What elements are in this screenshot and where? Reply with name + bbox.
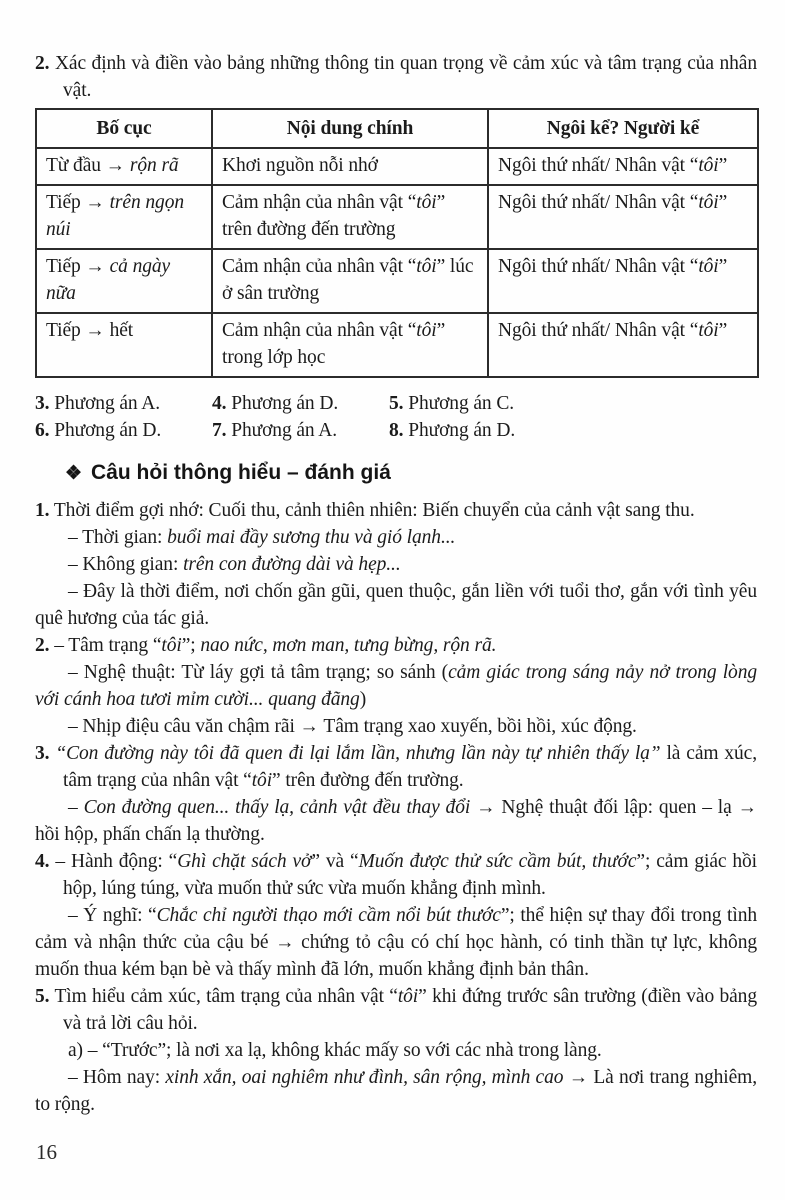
text-run: Tiếp →	[46, 256, 110, 277]
page-content	[35, 50, 757, 1118]
question-2	[35, 50, 757, 104]
text-run: cảm giác trong sáng nảy nở trong lòng với cánh hoa tươi mỉm cười... quang đãng	[35, 662, 757, 710]
text-run: ” trên đường đến trường	[222, 192, 446, 240]
text-run: tôi	[416, 192, 437, 213]
table-row	[36, 185, 758, 249]
table-row	[36, 148, 758, 185]
text-run: ” lúc ở sân trường	[222, 256, 474, 304]
text-run: trên ngọn núi	[46, 192, 184, 240]
text-run: tôi	[251, 770, 273, 791]
text-run: – Hôm nay:	[68, 1067, 166, 1088]
paragraph	[35, 983, 757, 1037]
text-run: Tiếp → hết	[46, 320, 134, 341]
text-run: Thời điểm gợi nhớ: Cuối thu, cảnh thiên nhiên: Biến chuyển của cảnh vật sang thu.	[49, 500, 695, 521]
table-header-cell: Ngôi kể? Người kể	[488, 109, 758, 148]
text-run: ”	[718, 256, 728, 277]
text-run: Tìm hiểu cảm xúc, tâm trạng của nhân vật “	[49, 986, 398, 1007]
text-run: cả ngày nữa	[46, 256, 171, 304]
table-cell	[36, 249, 212, 313]
paragraph	[35, 902, 757, 983]
text-run: tôi	[161, 635, 182, 656]
paragraph	[35, 1064, 757, 1118]
paragraph	[35, 794, 757, 848]
text-run: ”	[718, 192, 728, 213]
text-run: a) – “Trước”; là nơi xa lạ, không khác mấy so với các nhà trong làng.	[68, 1040, 602, 1061]
text-run: tôi	[397, 986, 419, 1007]
text-run: ” trong lớp học	[222, 320, 446, 368]
table-cell	[212, 249, 488, 313]
text-run: Phương án D.	[403, 420, 516, 441]
text-run: 4.	[35, 851, 50, 872]
text-run: Xác định và điền vào bảng những thông tin quan trọng về cảm xúc và tâm trạng của nhân vật.	[49, 53, 757, 101]
text-run: → Là nơi trang nghiêm, to rộng.	[35, 1067, 757, 1115]
text-run: – Hành động: “	[49, 851, 178, 872]
text-run: ”	[718, 155, 728, 176]
text-run: buổi mai đầy sương thu và gió lạnh...	[167, 527, 456, 548]
table-cell	[488, 185, 758, 249]
text-run: 6.	[35, 420, 50, 441]
table-cell	[212, 185, 488, 249]
text-run: tôi	[698, 256, 719, 277]
table-header-cell: Bố cục	[36, 109, 212, 148]
text-run: Phương án A.	[49, 393, 161, 414]
analysis-table	[35, 108, 759, 378]
text-run: là cảm xúc, tâm trạng của nhân vật “	[63, 743, 757, 791]
answer-list	[35, 390, 757, 444]
text-run: ”	[718, 320, 728, 341]
text-run: tôi	[698, 320, 719, 341]
text-run: Ngôi thứ nhất/ Nhân vật “	[498, 192, 699, 213]
paragraph	[35, 497, 757, 524]
text-run: Ngôi thứ nhất/ Nhân vật “	[498, 256, 699, 277]
text-run: – Không gian:	[68, 554, 184, 575]
table-cell	[36, 185, 212, 249]
analysis-table-body	[36, 148, 758, 377]
text-run: Từ đầu →	[46, 155, 130, 176]
text-run: 1.	[35, 500, 50, 521]
table-cell	[488, 148, 758, 185]
text-run: Tiếp →	[46, 192, 110, 213]
analysis-table-header	[36, 109, 758, 148]
table-row	[36, 249, 758, 313]
text-run: Phương án D.	[226, 393, 339, 414]
text-run: xinh xắn, oai nghiêm như đình, sân rộng, mình cao	[165, 1067, 564, 1088]
answer-item	[389, 390, 514, 417]
text-run: ”; thể hiện sự thay đổi trong tình cảm và nhận thức của cậu bé → chứng tỏ cậu có chí học hành, có tinh thần tự lực, không muốn thua kém bạn bè và thấy mình đã lớn, muốn khẳng định bản thân.	[35, 905, 757, 980]
text-run: 5.	[35, 986, 50, 1007]
table-cell	[212, 313, 488, 377]
text-run: ”;	[181, 635, 201, 656]
text-run: 2.	[35, 53, 50, 74]
text-run: ” trên đường đến trường.	[272, 770, 464, 791]
answer-item	[389, 417, 515, 444]
table-cell	[212, 148, 488, 185]
table-row	[36, 313, 758, 377]
text-run: trên con đường dài và hẹp...	[183, 554, 401, 575]
text-run: – Nghệ thuật: Từ láy gợi tả tâm trạng; so sánh (	[68, 662, 449, 683]
text-run: nao nức, mơn man, tưng bừng, rộn rã.	[200, 635, 497, 656]
table-cell	[488, 249, 758, 313]
diamond-icon: ❖	[65, 463, 83, 484]
text-run: Ghì chặt sách vở	[177, 851, 312, 872]
text-run: tôi	[416, 320, 437, 341]
answer-item	[212, 417, 389, 444]
paragraph	[35, 632, 757, 659]
answer-item	[35, 417, 212, 444]
text-run: Con đường quen... thấy lạ, cảnh vật đều thay đổi	[83, 797, 471, 818]
paragraph	[35, 524, 757, 551]
text-run: 2.	[35, 635, 50, 656]
answer-item	[212, 390, 389, 417]
paragraph	[35, 578, 757, 632]
text-run: 7.	[212, 420, 227, 441]
text-run: Chắc chỉ người thạo mới cầm nổi bút thước	[156, 905, 501, 926]
table-cell	[36, 313, 212, 377]
page-number: 16	[36, 1140, 57, 1164]
table-cell	[36, 148, 212, 185]
text-run: Cảm nhận của nhân vật “	[222, 192, 417, 213]
text-run: ” khi đứng trước sân trường (điền vào bảng và trả lời câu hỏi.	[63, 986, 757, 1034]
answer-row	[35, 390, 757, 417]
paragraph	[35, 659, 757, 713]
text-run: 5.	[389, 393, 404, 414]
paragraph	[35, 740, 757, 794]
text-run: Muốn được thử sức cầm bút, thước	[358, 851, 637, 872]
table-header-cell: Nội dung chính	[212, 109, 488, 148]
text-run: → Nghệ thuật đối lập: quen – lạ → hồi hộp, phấn chấn lạ thường.	[35, 797, 757, 845]
text-run: tôi	[698, 155, 719, 176]
text-run: tôi	[416, 256, 437, 277]
text-run: 8.	[389, 420, 404, 441]
text-run: 3.	[35, 393, 50, 414]
text-run: – Tâm trạng “	[49, 635, 162, 656]
text-run: Cảm nhận của nhân vật “	[222, 256, 417, 277]
text-run: Phương án D.	[49, 420, 162, 441]
text-run: Khơi nguồn nỗi nhớ	[222, 155, 378, 176]
text-run: ”; cảm giác hồi hộp, lúng túng, vừa muốn thử sức vừa muốn khẳng định mình.	[63, 851, 758, 899]
text-run: ” và “	[311, 851, 359, 872]
text-run: )	[359, 689, 367, 710]
section-heading-label: Câu hỏi thông hiểu – đánh giá	[91, 461, 391, 484]
paragraph	[35, 551, 757, 578]
paragraph	[35, 1037, 757, 1064]
answer-item	[35, 390, 212, 417]
table-cell	[488, 313, 758, 377]
paragraph	[35, 713, 757, 740]
text-run: –	[68, 797, 84, 818]
text-run: – Đây là thời điểm, nơi chốn gần gũi, quen thuộc, gắn liền với tuổi thơ, gắn với tình yêu quê hương của tác giả.	[35, 581, 757, 629]
text-run: Ngôi thứ nhất/ Nhân vật “	[498, 320, 699, 341]
text-run: 3.	[35, 743, 50, 764]
text-run: Cảm nhận của nhân vật “	[222, 320, 417, 341]
text-run: Ngôi thứ nhất/ Nhân vật “	[498, 155, 699, 176]
text-run: “Con đường này tôi đã quen đi lại lắm lần, nhưng lần này tự nhiên thấy lạ”	[55, 743, 661, 764]
paragraph	[35, 848, 757, 902]
text-run: – Nhịp điệu câu văn chậm rãi → Tâm trạng xao xuyến, bồi hồi, xúc động.	[68, 716, 637, 737]
answer-paragraphs	[35, 497, 757, 1118]
text-run: – Thời gian:	[68, 527, 168, 548]
answer-row	[35, 417, 757, 444]
text-run: tôi	[698, 192, 719, 213]
text-run: rộn rã	[129, 155, 179, 176]
text-run: Phương án A.	[226, 420, 338, 441]
text-run: 4.	[212, 393, 227, 414]
section-heading	[65, 459, 757, 488]
text-run: Phương án C.	[403, 393, 515, 414]
text-run: – Ý nghĩ: “	[68, 905, 157, 926]
